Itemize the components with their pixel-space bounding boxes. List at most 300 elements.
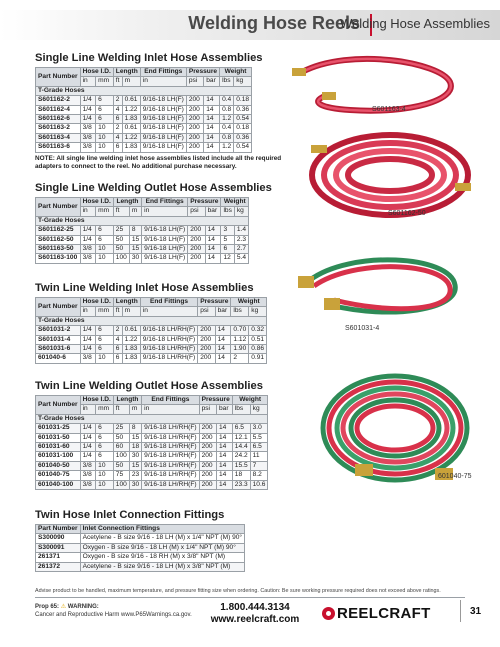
column-header: End Fittings [142, 198, 188, 207]
table-cell: 15 [129, 433, 141, 442]
part-number: 601031-60 [36, 443, 81, 452]
table-cell: 12.1 [232, 433, 250, 442]
unit-header: ft [113, 307, 122, 316]
unit-header: ft [113, 77, 122, 86]
inlet-title: Single Line Welding Inlet Hose Assemblies [35, 52, 263, 64]
column-header: Hose I.D. [80, 68, 113, 77]
table-cell: 14 [205, 226, 221, 235]
table-cell: 7 [250, 461, 268, 470]
table-row [36, 335, 267, 344]
inlet-note: NOTE: All single line welding inlet hose assemblies listed include all the required adapters to connect to the reel. No additional purchase necessary. [35, 154, 282, 170]
table-cell: 3/8 [80, 143, 96, 152]
unit-header: m [129, 207, 141, 216]
table-cell: 9/16-18 LH/RH(F) [142, 471, 199, 480]
table-cell: 200 [188, 235, 205, 244]
table-cell: 6 [96, 424, 114, 433]
table-cell: 200 [198, 335, 215, 344]
table-cell: 200 [186, 96, 203, 105]
table-cell: 0.32 [249, 326, 267, 335]
table-cell: 3/8 [80, 471, 96, 480]
part-number: 601040-50 [36, 461, 81, 470]
table-cell: 9/16-18 LH/RH(F) [140, 354, 197, 363]
caption-601040-75: 601040-75 [438, 473, 472, 480]
table-cell: 23 [129, 471, 141, 480]
page-header [0, 0, 500, 50]
table-cell: 8 [129, 424, 141, 433]
page-number: 31 [470, 606, 482, 617]
table-cell: 6 [113, 115, 122, 124]
table-cell: 25 [113, 424, 129, 433]
table-cell: 9/16-18 LH(F) [140, 143, 186, 152]
reel-icon [322, 607, 335, 620]
table-cell: 15 [129, 245, 141, 254]
table-cell: 100 [113, 254, 129, 263]
table-row [36, 124, 252, 133]
table-row [36, 226, 249, 235]
table-cell: 3/8 [80, 133, 96, 142]
caption-s601163-4: S601163-4 [372, 106, 406, 113]
table-cell: 6 [96, 443, 114, 452]
table-cell: 14 [204, 143, 220, 152]
prop65-label: Prop 65: [35, 604, 60, 610]
table-cell: 6 [96, 105, 114, 114]
unit-header: ft [113, 405, 129, 414]
table-row [36, 471, 268, 480]
column-header: Pressure [199, 396, 232, 405]
table-cell: 10 [96, 245, 114, 254]
table-cell: 0.18 [234, 96, 252, 105]
table-cell: 14 [205, 254, 221, 263]
table-cell: 10 [96, 480, 114, 489]
table-row [36, 326, 267, 335]
table-cell: 1.90 [231, 345, 249, 354]
unit-header: bar [216, 405, 232, 414]
table-cell: 3 [221, 226, 234, 235]
table-cell: 6 [96, 326, 114, 335]
table-cell: 1.83 [122, 143, 140, 152]
part-number: S601163-6 [36, 143, 81, 152]
table-cell: 9/16-18 LH(F) [142, 226, 188, 235]
table-row [36, 105, 252, 114]
table-cell: 14 [204, 133, 220, 142]
table-cell: 9/16-18 LH(F) [140, 133, 186, 142]
table-cell: 10 [96, 124, 114, 133]
part-number: S300091 [36, 543, 81, 552]
group-label: T-Grade Hoses [36, 86, 252, 95]
table-cell: 1.83 [122, 354, 140, 363]
table-cell: 5.5 [250, 433, 268, 442]
unit-header: lbs [231, 307, 249, 316]
unit-header: kg [249, 307, 267, 316]
table-cell: 0.54 [234, 115, 252, 124]
table-row [36, 452, 268, 461]
table-cell: 15.5 [232, 461, 250, 470]
table-cell: 1/4 [80, 433, 96, 442]
table-cell: 9/16-18 LH/RH(F) [140, 345, 197, 354]
table-cell: 30 [129, 254, 141, 263]
table-cell: 4 [113, 335, 122, 344]
table-cell: 6 [113, 354, 122, 363]
table-cell: 200 [186, 105, 203, 114]
footer-divider [35, 597, 465, 598]
table-row [36, 480, 268, 489]
table-cell: 1/4 [80, 226, 96, 235]
table-cell: 10 [96, 143, 114, 152]
table-row [36, 433, 268, 442]
unit-header: kg [250, 405, 268, 414]
table-cell: 9/16-18 LH/RH(F) [142, 461, 199, 470]
part-number: S601031-2 [36, 326, 81, 335]
table-cell: 8.2 [250, 471, 268, 480]
column-header: Part Number [36, 198, 81, 217]
table-cell: 15 [129, 235, 141, 244]
fittings-title: Twin Hose Inlet Connection Fittings [35, 509, 225, 521]
table-cell: 200 [199, 480, 216, 489]
table-cell: 18 [129, 443, 141, 452]
table-row [36, 245, 249, 254]
phone-number: 1.800.444.3134 [220, 602, 290, 613]
column-header: Length [113, 396, 141, 405]
column-header: Weight [220, 68, 252, 77]
part-number: S601162-2 [36, 96, 81, 105]
part-number: S601162-50 [36, 235, 81, 244]
table-cell: 6 [96, 345, 114, 354]
table-cell: 9/16-18 LH(F) [140, 115, 186, 124]
table-cell: 2 [113, 96, 122, 105]
twin-inlet-table [35, 297, 267, 364]
group-label: T-Grade Hoses [36, 414, 268, 423]
table-cell: 14 [216, 480, 232, 489]
table-cell: 9/16-18 LH(F) [140, 105, 186, 114]
table-cell: 3/8 [80, 254, 96, 263]
unit-header: in [140, 307, 197, 316]
table-cell: 6 [113, 143, 122, 152]
unit-header: in [80, 307, 96, 316]
table-cell: 1.22 [122, 335, 140, 344]
table-cell: 0.36 [234, 133, 252, 142]
unit-header: kg [234, 207, 248, 216]
table-cell: 3.0 [250, 424, 268, 433]
unit-header: psi [199, 405, 216, 414]
table-row [36, 96, 252, 105]
table-cell: 1/4 [80, 326, 96, 335]
column-header: Length [113, 68, 140, 77]
website-link[interactable]: www.reelcraft.com [210, 614, 300, 625]
column-header: Part Number [36, 298, 81, 317]
table-cell: 0.36 [234, 105, 252, 114]
table-row [36, 254, 249, 263]
table-cell: 100 [113, 452, 129, 461]
table-cell: 14 [204, 105, 220, 114]
table-cell: 200 [199, 443, 216, 452]
table-cell: 14 [216, 452, 232, 461]
unit-header: ft [113, 207, 129, 216]
table-cell: 200 [198, 354, 215, 363]
part-number: 261371 [36, 553, 81, 562]
table-cell: 9/16-18 LH(F) [142, 254, 188, 263]
outlet-section [35, 182, 272, 264]
table-cell: 6.5 [232, 424, 250, 433]
table-cell: 0.61 [122, 96, 140, 105]
unit-header: mm [96, 405, 114, 414]
part-number: S601031-6 [36, 345, 81, 354]
part-number: S601163-50 [36, 245, 81, 254]
unit-header: mm [96, 207, 114, 216]
unit-header: m [122, 307, 140, 316]
table-cell: 200 [188, 245, 205, 254]
table-cell: 2.7 [234, 245, 248, 254]
column-header: Length [113, 298, 140, 307]
unit-header: in [80, 405, 96, 414]
table-cell: 3/8 [80, 461, 96, 470]
table-cell: 200 [199, 471, 216, 480]
table-cell: 1.83 [122, 115, 140, 124]
part-number: S601162-4 [36, 105, 81, 114]
column-header: Part Number [36, 525, 81, 534]
twin-inlet-title: Twin Line Welding Inlet Hose Assemblies [35, 282, 254, 294]
table-cell: 14 [216, 424, 232, 433]
table-cell: 6 [96, 226, 114, 235]
column-header: Pressure [186, 68, 219, 77]
table-cell: 9/16-18 LH(F) [142, 235, 188, 244]
table-cell: 1/4 [80, 235, 96, 244]
footer-vertical-divider [460, 600, 461, 622]
table-cell: 200 [199, 433, 216, 442]
table-cell: 2 [113, 124, 122, 133]
part-number: S601163-4 [36, 133, 81, 142]
table-cell: 10 [96, 133, 114, 142]
table-cell: 60 [113, 443, 129, 452]
table-cell: 14 [204, 124, 220, 133]
table-cell: 3/8 [80, 354, 96, 363]
page-title: Welding Hose Reels [188, 13, 360, 33]
table-cell: 0.91 [249, 354, 267, 363]
unit-header: psi [186, 77, 203, 86]
table-cell: 200 [199, 452, 216, 461]
table-cell: 200 [198, 345, 215, 354]
unit-header: bar [205, 207, 221, 216]
part-number: 601040-100 [36, 480, 81, 489]
table-cell: 3/8 [80, 124, 96, 133]
fitting-description: Oxygen - B size 9/16 - 18 LH (M) x 1/4" NPT (M) 90° [80, 543, 245, 552]
footer-disclaimer: Advise product to be handled, maximum temperature, and pressure fitting size when ordering. Caution: Be sure working pressure required does not exceed above ratings. [35, 588, 441, 594]
table-cell: 100 [113, 480, 129, 489]
part-number: 601040-75 [36, 471, 81, 480]
table-cell: 1.4 [234, 226, 248, 235]
table-row [36, 461, 268, 470]
table-cell: 1.83 [122, 345, 140, 354]
unit-header: in [140, 77, 186, 86]
table-cell: 14 [205, 245, 221, 254]
unit-header: m [129, 405, 141, 414]
table-cell: 6 [96, 96, 114, 105]
table-cell: 2 [231, 354, 249, 363]
column-header: Inlet Connection Fittings [80, 525, 245, 534]
fitting-description: Acetylene - B size 9/16 - 18 LH (M) x 3/8" NPT (M) [80, 562, 245, 571]
part-number: S601163-2 [36, 124, 81, 133]
table-cell: 50 [113, 461, 129, 470]
table-cell: 9/16-18 LH/RH(F) [142, 452, 199, 461]
table-cell: 1/4 [80, 96, 96, 105]
table-cell: 14.4 [232, 443, 250, 452]
table-cell: 8 [129, 226, 141, 235]
brand-logo [322, 605, 431, 622]
table-cell: 200 [199, 461, 216, 470]
twin-outlet-table [35, 395, 268, 490]
table-cell: 24.2 [232, 452, 250, 461]
column-header: Part Number [36, 68, 81, 87]
part-number: 601031-100 [36, 452, 81, 461]
table-cell: 14 [204, 115, 220, 124]
part-number: S601031-4 [36, 335, 81, 344]
table-cell: 0.8 [220, 105, 234, 114]
table-cell: 14 [215, 335, 231, 344]
table-cell: 18 [232, 471, 250, 480]
table-cell: 12 [221, 254, 234, 263]
table-cell: 200 [188, 226, 205, 235]
unit-header: psi [198, 307, 215, 316]
part-number: 601031-25 [36, 424, 81, 433]
table-cell: 4 [113, 133, 122, 142]
table-cell: 9/16-18 LH/RH(F) [142, 424, 199, 433]
table-cell: 6 [96, 235, 114, 244]
table-cell: 1/4 [80, 335, 96, 344]
unit-header: bar [215, 307, 231, 316]
unit-header: kg [234, 77, 252, 86]
table-cell: 0.51 [249, 335, 267, 344]
part-number: 601040-6 [36, 354, 81, 363]
unit-header: in [80, 77, 96, 86]
part-number: 601031-50 [36, 433, 81, 442]
caption-s601031-4: S601031-4 [345, 325, 380, 332]
table-row [36, 133, 252, 142]
column-header: End Fittings [140, 298, 197, 307]
table-cell: 10 [96, 254, 114, 263]
table-cell: 0.61 [122, 326, 140, 335]
table-cell: 10 [96, 461, 114, 470]
table-cell: 6.5 [250, 443, 268, 452]
table-cell: 0.86 [249, 345, 267, 354]
group-label: T-Grade Hoses [36, 316, 267, 325]
table-cell: 2.3 [234, 235, 248, 244]
table-cell: 14 [216, 471, 232, 480]
table-cell: 1.2 [220, 143, 234, 152]
table-cell: 200 [186, 143, 203, 152]
unit-header: mm [96, 77, 114, 86]
table-cell: 0.4 [220, 96, 234, 105]
column-header: Weight [232, 396, 268, 405]
table-cell: 15 [129, 461, 141, 470]
outlet-table [35, 197, 249, 264]
unit-header: lbs [221, 207, 234, 216]
table-cell: 200 [186, 124, 203, 133]
caption-s601162-50: S601162-50 [388, 210, 426, 217]
table-row [36, 424, 268, 433]
column-header: End Fittings [142, 396, 199, 405]
table-cell: 5.4 [234, 254, 248, 263]
table-cell: 11 [250, 452, 268, 461]
table-cell: 2 [113, 326, 122, 335]
column-header: Weight [231, 298, 267, 307]
table-cell: 1.22 [122, 133, 140, 142]
table-cell: 9/16-18 LH(F) [140, 96, 186, 105]
table-row [36, 534, 245, 543]
column-header: Hose I.D. [80, 198, 113, 207]
table-cell: 5 [221, 235, 234, 244]
table-cell: 200 [188, 254, 205, 263]
part-number: 261372 [36, 562, 81, 571]
table-cell: 9/16-18 LH/RH(F) [142, 443, 199, 452]
table-cell: 200 [199, 424, 216, 433]
fitting-description: Oxygen - B size 9/16 - 18 RH (M) x 3/8" NPT (M) [80, 553, 245, 562]
table-cell: 10 [96, 471, 114, 480]
unit-header: m [122, 77, 140, 86]
warning-icon: ⚠ [60, 604, 67, 610]
unit-header: mm [96, 307, 114, 316]
table-cell: 14 [216, 443, 232, 452]
column-header: Hose I.D. [80, 298, 113, 307]
prop65-warning [35, 603, 192, 619]
table-row [36, 443, 268, 452]
table-cell: 0.4 [220, 124, 234, 133]
part-number: S601162-25 [36, 226, 81, 235]
unit-header: bar [204, 77, 220, 86]
table-cell: 1/4 [80, 452, 96, 461]
column-header: Length [113, 198, 141, 207]
brand-name: REELCRAFT [337, 605, 431, 622]
table-cell: 200 [186, 115, 203, 124]
table-cell: 1/4 [80, 424, 96, 433]
table-cell: 6 [96, 433, 114, 442]
unit-header: psi [188, 207, 205, 216]
table-row [36, 543, 245, 552]
table-row [36, 354, 267, 363]
table-cell: 25 [113, 226, 129, 235]
table-cell: 6 [96, 335, 114, 344]
table-cell: 30 [129, 452, 141, 461]
group-label: T-Grade Hoses [36, 216, 249, 225]
outlet-title: Single Line Welding Outlet Hose Assemblies [35, 182, 272, 194]
column-header: Pressure [198, 298, 231, 307]
table-row [36, 143, 252, 152]
table-cell: 23.3 [232, 480, 250, 489]
table-cell: 6 [96, 115, 114, 124]
table-row [36, 562, 245, 571]
part-number: S300090 [36, 534, 81, 543]
table-cell: 50 [113, 433, 129, 442]
table-cell: 9/16-18 LH/RH(F) [140, 326, 197, 335]
table-row [36, 345, 267, 354]
table-cell: 6 [221, 245, 234, 254]
fittings-table [35, 524, 245, 572]
fittings-section [35, 509, 245, 572]
table-cell: 6 [96, 452, 114, 461]
table-cell: 14 [216, 433, 232, 442]
table-cell: 0.61 [122, 124, 140, 133]
table-cell: 3/8 [80, 480, 96, 489]
table-cell: 14 [205, 235, 221, 244]
inlet-section [35, 52, 300, 171]
table-cell: 9/16-18 LH/RH(F) [142, 433, 199, 442]
table-cell: 0.8 [220, 133, 234, 142]
table-cell: 10.6 [250, 480, 268, 489]
table-cell: 50 [113, 245, 129, 254]
table-cell: 14 [216, 461, 232, 470]
table-cell: 14 [215, 354, 231, 363]
table-cell: 75 [113, 471, 129, 480]
inlet-table [35, 67, 252, 153]
unit-header: in [142, 405, 199, 414]
